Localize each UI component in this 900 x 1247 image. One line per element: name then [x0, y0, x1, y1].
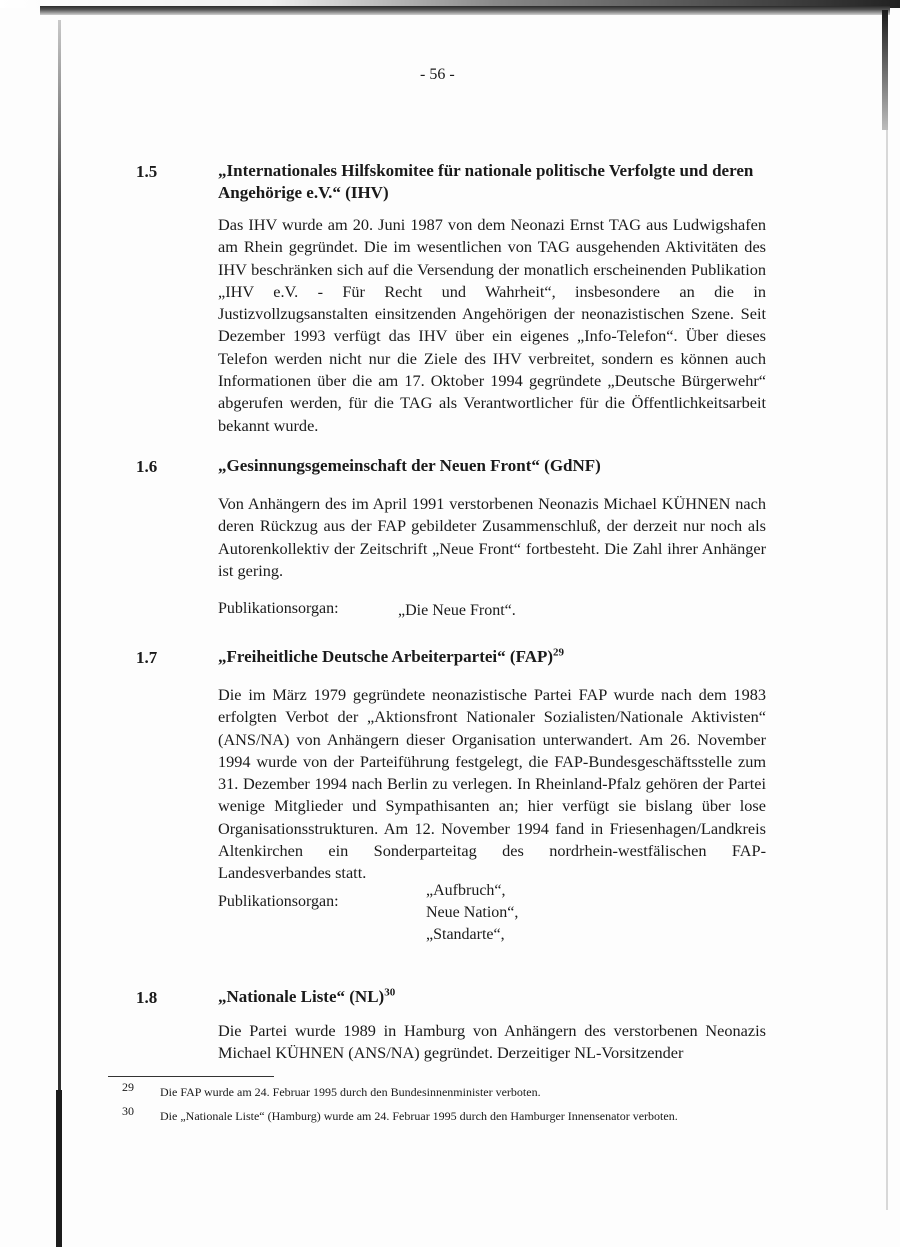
section-number: 1.6	[136, 457, 158, 476]
section-paragraph: Die im März 1979 gegründete neonazistische Partei FAP wurde nach dem 1983 erfolgten Verbot der „Aktionsfront Nationaler Sozialisten/Nationale Aktivisten“ (ANS/NA) von Anhängern dieser Organisation unterwandert. Am 26. November 1994 wurde von der Parteiführung festgelegt, die FAP-Bundesgeschäftsstelle zum 31. Dezember 1994 nach Berlin zu verlegen. In Rheinland-Pfalz gehören der Partei wenige Mitglieder und Sympathisanten an; hier verfügt sie bislang über lose Organisationsstrukturen. Am 12. November 1994 fand in Friesenhagen/Landkreis Altenkirchen ein Sonderparteitag des nordrhein-westfälischen FAP-Landesverbandes statt.	[218, 685, 766, 883]
section-title-text: „Internationales Hilfskomitee für nationale politische Verfolgte und deren Angehörige e.V.“ (IHV)	[218, 161, 754, 202]
footnote-text: Die „Nationale Liste“ (Hamburg) wurde am 24. Februar 1995 durch den Hamburger Innensenator verboten.	[160, 1109, 678, 1123]
scan-edge-left-bottom	[56, 1090, 62, 1247]
section-title	[218, 455, 770, 477]
publication-name: „Standarte“,	[426, 926, 505, 943]
publication-name: „Aufbruch“,	[426, 882, 506, 899]
scan-edge-top-dark	[40, 6, 890, 15]
publication-label: Publikationsorgan:	[218, 893, 339, 910]
section-title	[218, 986, 770, 1008]
section-title-text: „Gesinnungsgemeinschaft der Neuen Front“ (GdNF)	[218, 456, 601, 475]
footnote-reference: 29	[553, 646, 565, 659]
footnote-reference: 30	[384, 986, 396, 999]
footnote-divider	[108, 1076, 274, 1077]
section-number: 1.8	[136, 988, 158, 1007]
page-number: - 56 -	[420, 66, 455, 83]
footnote-number: 30	[122, 1104, 134, 1118]
section-title	[218, 160, 770, 204]
publication-name: Neue Nation“,	[426, 904, 519, 921]
section-number: 1.5	[136, 162, 158, 181]
scan-edge-right-faint	[886, 130, 888, 1210]
section-title	[218, 646, 770, 668]
footnote-text: Die FAP wurde am 24. Februar 1995 durch den Bundesinnenminister verboten.	[160, 1085, 541, 1099]
scan-edge-right	[882, 10, 888, 130]
footnote-number: 29	[122, 1080, 134, 1094]
publication-label: Publikationsorgan:	[218, 600, 339, 617]
section-title-text: „Nationale Liste“ (NL)	[218, 987, 385, 1006]
section-number: 1.7	[136, 648, 158, 667]
publication-name: „Die Neue Front“.	[398, 602, 516, 619]
section-paragraph: Die Partei wurde 1989 in Hamburg von Anhängern des verstorbenen Neonazis Michael KÜHNEN (ANS/NA) gegründet. Derzeitiger NL-Vorsitzender	[218, 1021, 766, 1063]
section-title-text: „Freiheitliche Deutsche Arbeiterpartei“ (FAP)	[218, 647, 554, 666]
section-paragraph: Das IHV wurde am 20. Juni 1987 von dem Neonazi Ernst TAG aus Ludwigshafen am Rhein gegründet. Die im wesentlichen von TAG ausgehenden Aktivitäten des IHV beschränken sich auf die Versendung der monatlich erscheinenden Publikation „IHV e.V. - Für Recht und Wahrheit“, insbesondere an die in Justizvollzugsanstalten einsitzenden Angehörigen der neonazistischen Szene. Seit Dezember 1993 verfügt das IHV über ein eigenes „Info-Telefon“. Über dieses Telefon werden nicht nur die Ziele des IHV verbreitet, sondern es können auch Informationen über die am 17. Oktober 1994 gegründete „Deutsche Bürgerwehr“ abgerufen werden, für die TAG als Verantwortlicher für die Öffentlichkeitsarbeit bekannt wurde.	[218, 215, 766, 435]
scan-edge-left	[58, 20, 61, 1220]
section-paragraph: Von Anhängern des im April 1991 verstorbenen Neonazis Michael KÜHNEN nach deren Rückzug aus der FAP gebildeter Zusammenschluß, der derzeit nur noch als Autorenkollektiv der Zeitschrift „Neue Front“ fortbesteht. Die Zahl ihrer Anhänger ist gering.	[218, 494, 766, 580]
